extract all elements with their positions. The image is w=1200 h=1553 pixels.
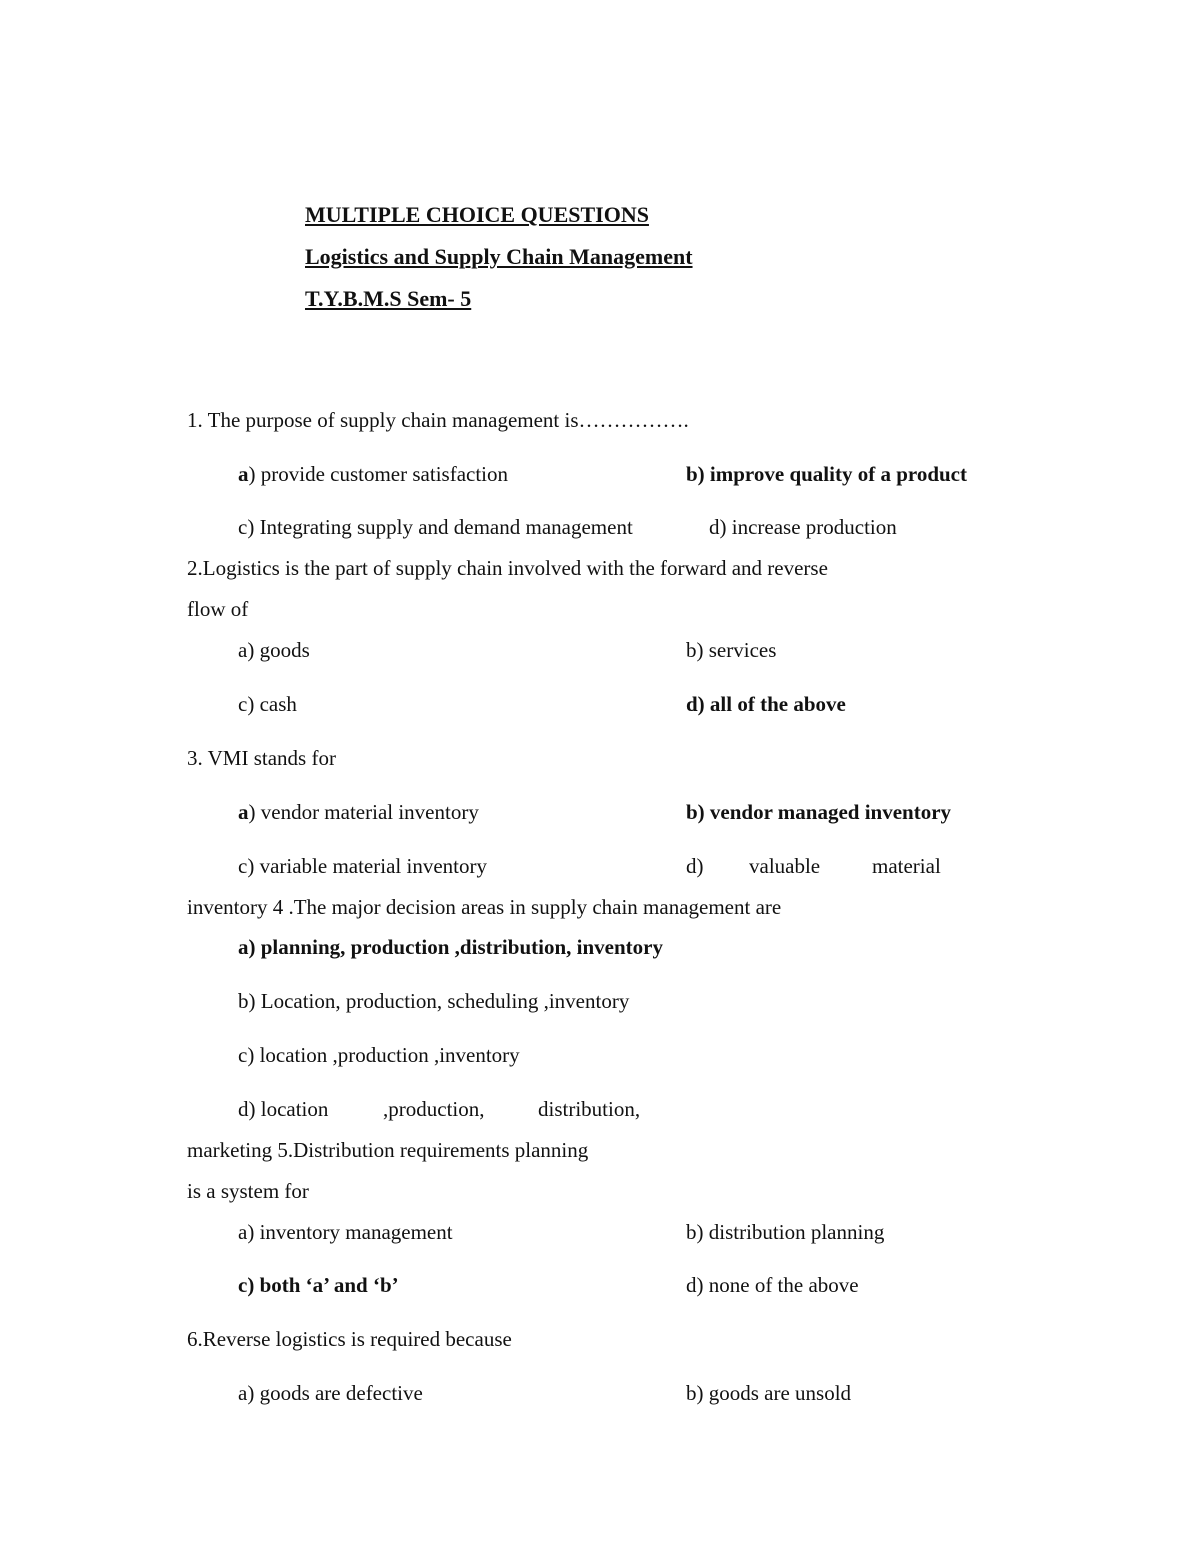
q5-option-d: d) none of the above — [686, 1273, 859, 1297]
q6-option-a: a) goods are defective — [238, 1381, 423, 1405]
q3-option-a — [238, 799, 479, 825]
q3-option-b: b) vendor managed inventory — [686, 800, 952, 824]
q3-option-a-text: ) vendor material inventory — [248, 800, 479, 824]
q2-option-b: b) services — [686, 638, 777, 662]
q1-option-d: d) increase production — [709, 515, 897, 539]
subject-title: Logistics and Supply Chain Management — [305, 244, 693, 269]
q6-option-b: b) goods are unsold — [686, 1381, 852, 1405]
q1-option-a-text: ) provide customer satisfaction — [248, 462, 509, 486]
q4-option-c: c) location ,production ,inventory — [238, 1043, 520, 1067]
q1-option-b: b) improve quality of a product — [686, 462, 967, 486]
question-2-line-2: flow of — [187, 597, 249, 621]
q5-option-a: a) inventory management — [238, 1220, 453, 1244]
q1-option-a-prefix: a — [238, 462, 249, 486]
question-5-line-2: is a system for — [187, 1179, 309, 1203]
q2-option-d: d) all of the above — [686, 692, 846, 716]
question-2-line-1: 2.Logistics is the part of supply chain involved with the forward and reverse — [187, 556, 828, 580]
question-1: 1. The purpose of supply chain management is……………. — [187, 408, 689, 432]
q2-option-a: a) goods — [238, 638, 310, 662]
q3-option-d-word-2: material — [872, 854, 941, 878]
q5-option-b: b) distribution planning — [686, 1220, 885, 1244]
question-4: inventory 4 .The major decision areas in supply chain management are — [187, 895, 782, 919]
q4-option-d-part-2: ,production, — [383, 1097, 485, 1121]
question-3: 3. VMI stands for — [187, 746, 336, 770]
q1-option-a — [238, 461, 508, 487]
course-title: T.Y.B.M.S Sem- 5 — [305, 286, 472, 311]
q3-option-a-prefix: a — [238, 800, 249, 824]
q3-option-d-label: d) — [686, 854, 704, 878]
q2-option-c: c) cash — [238, 692, 297, 716]
q1-option-c: c) Integrating supply and demand management — [238, 515, 633, 539]
q4-option-b: b) Location, production, scheduling ,inventory — [238, 989, 630, 1013]
question-6: 6.Reverse logistics is required because — [187, 1327, 512, 1351]
question-5-line-1: marketing 5.Distribution requirements planning — [187, 1138, 589, 1162]
q4-option-a: a) planning, production ,distribution, inventory — [238, 935, 663, 959]
q5-option-c: c) both ‘a’ and ‘b’ — [238, 1273, 399, 1297]
q4-option-d-part-1: d) location — [238, 1097, 329, 1121]
q3-option-d-word-1: valuable — [749, 854, 821, 878]
q3-option-c: c) variable material inventory — [238, 854, 487, 878]
document-title: MULTIPLE CHOICE QUESTIONS — [305, 202, 649, 227]
q4-option-d-part-3: distribution, — [538, 1097, 641, 1121]
